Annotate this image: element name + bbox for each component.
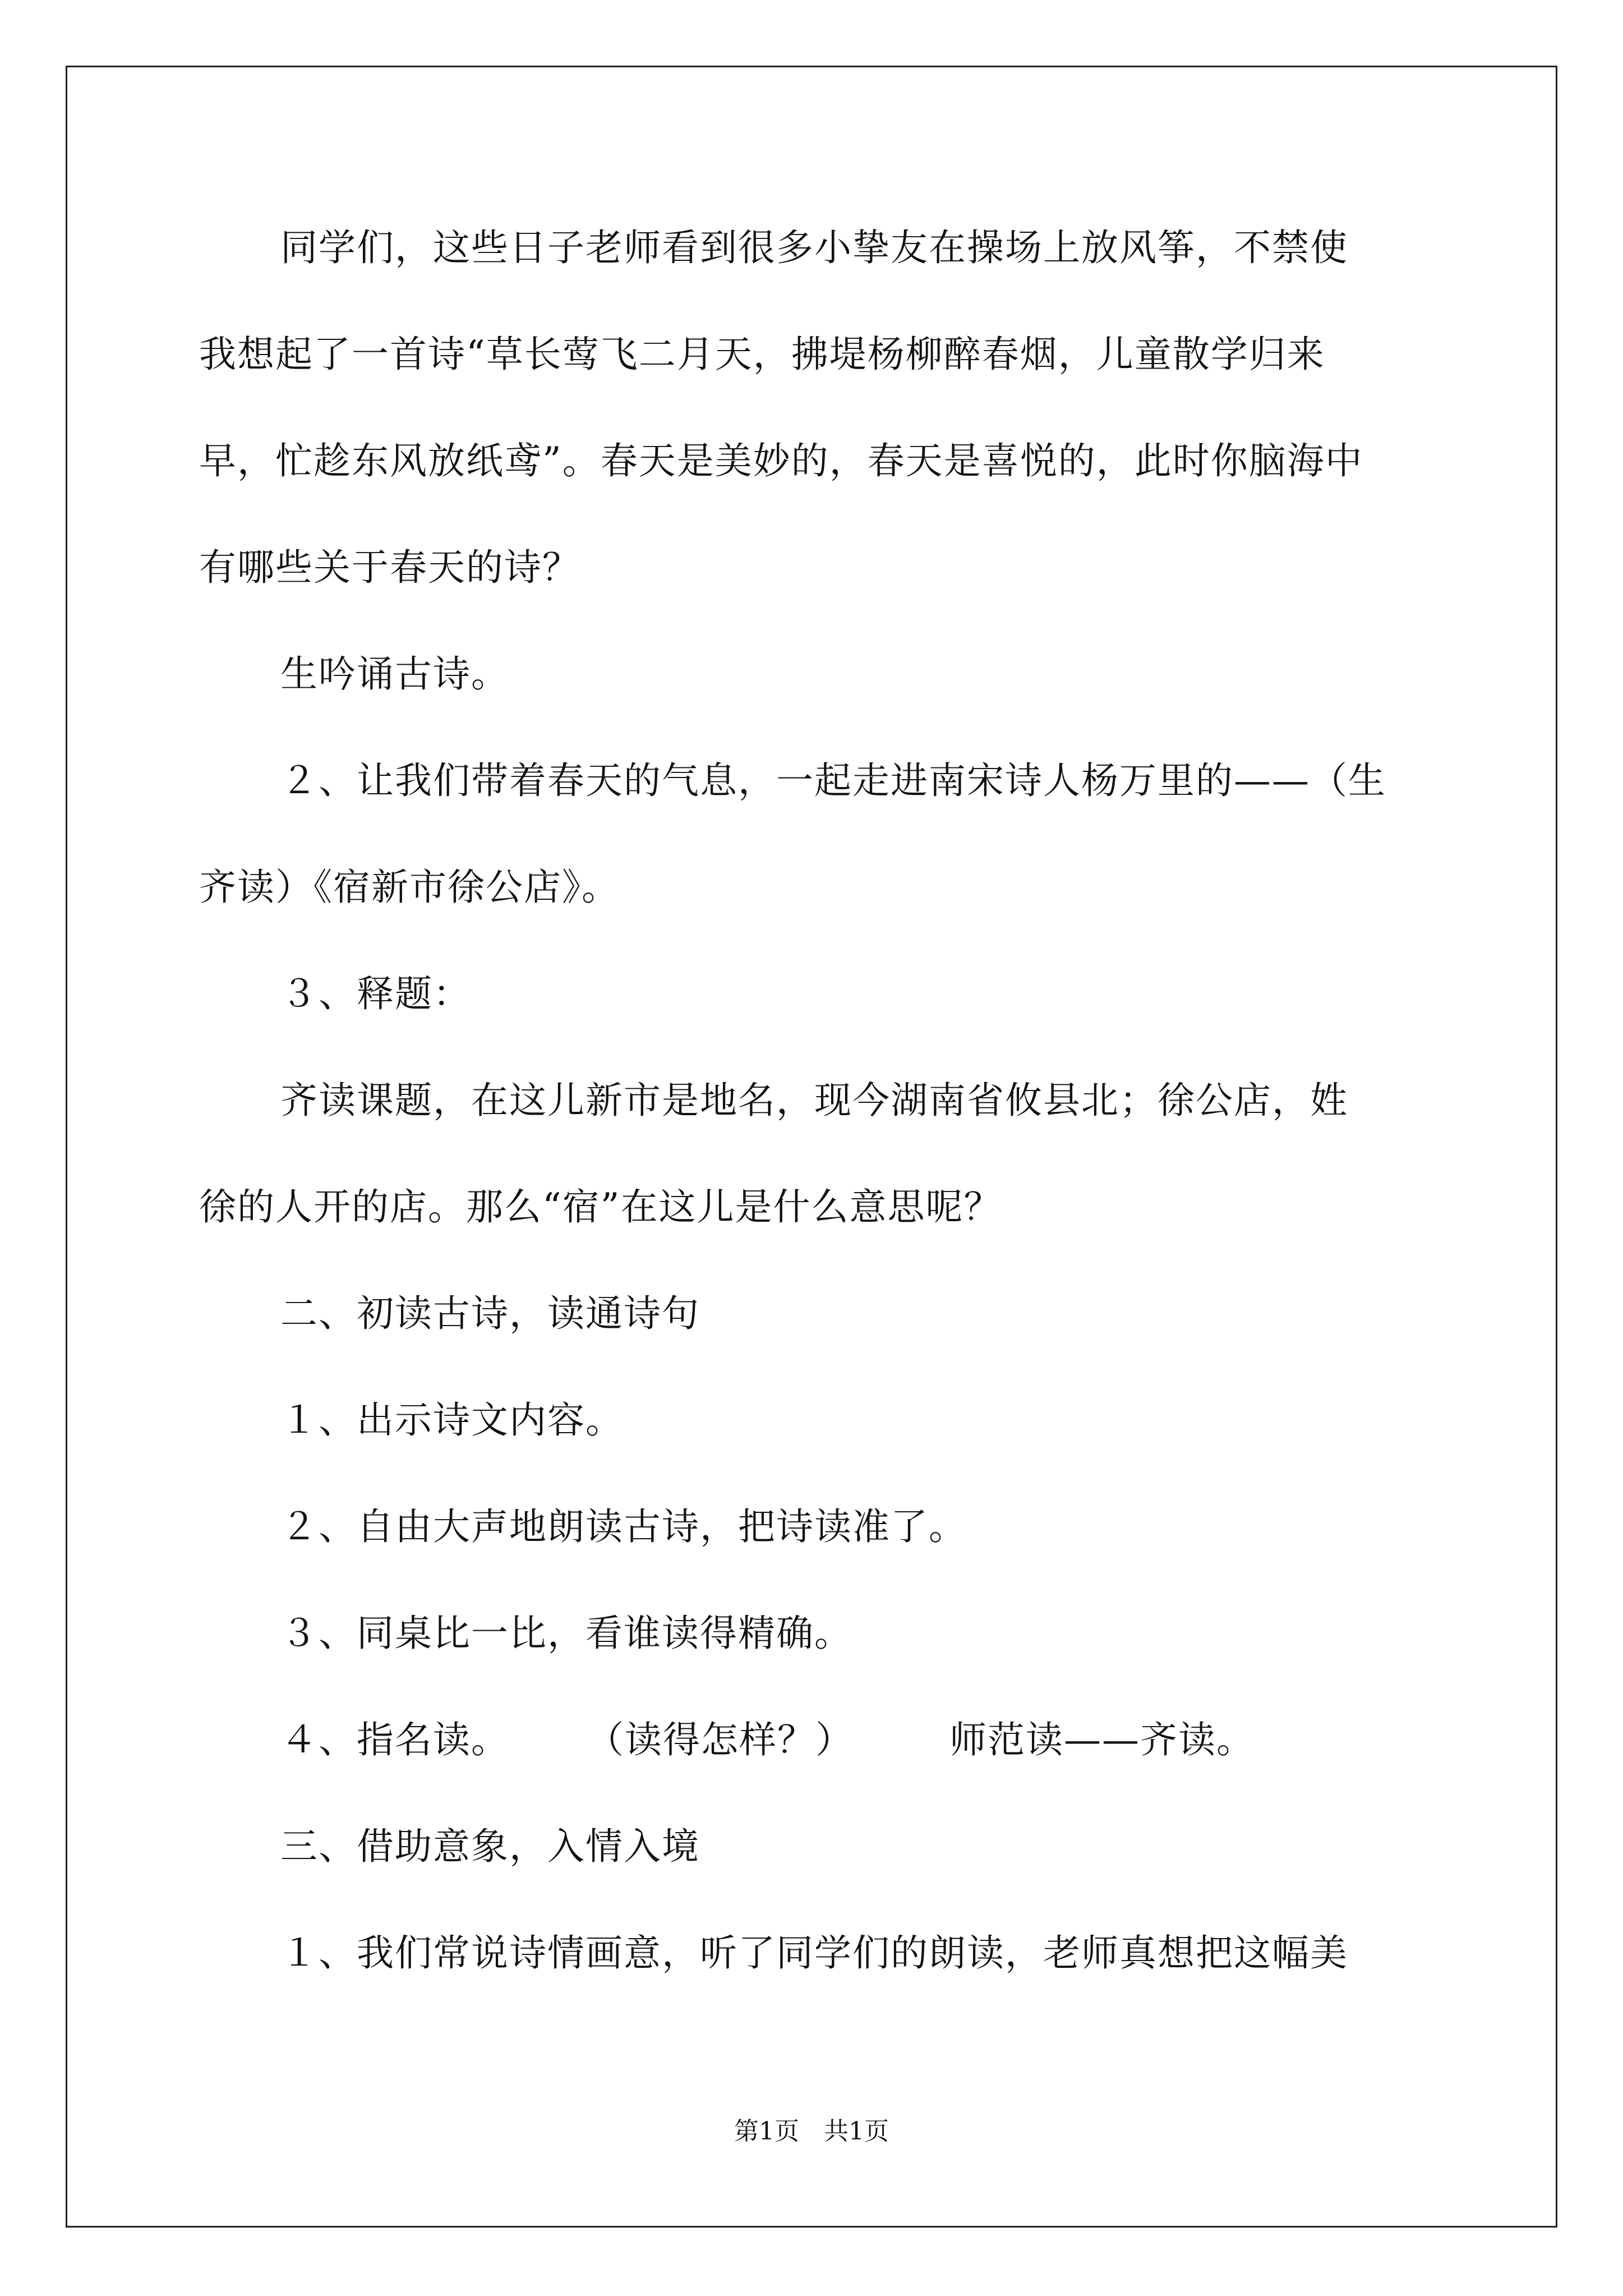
text-line-2: 我想起了一首诗“草长莺飞二月天，拂堤杨柳醉春烟，儿童散学归来 — [199, 333, 1325, 376]
text-line-4: 有哪些关于春天的诗？ — [199, 546, 580, 589]
text-line-9: 齐读课题，在这儿新市是地名，现今湖南省攸县北；徐公店，姓 — [280, 1079, 1348, 1122]
text-line-10: 徐的人开的店。那么“宿”在这儿是什么意思呢？ — [199, 1185, 1002, 1228]
text-line-16: 三、借助意象，入情入境 — [280, 1825, 700, 1868]
text-line-8: ３、释题： — [280, 972, 471, 1015]
text-line-15: ４、指名读。 （读得怎样？） 师范读——齐读。 — [280, 1718, 1255, 1761]
text-line-17: １、我们常说诗情画意，听了同学们的朗读，老师真想把这幅美 — [280, 1931, 1348, 1975]
text-line-11: 二、初读古诗，读通诗句 — [280, 1292, 700, 1335]
text-line-1: 同学们，这些日子老师看到很多小挚友在操场上放风筝，不禁使 — [280, 226, 1348, 269]
text-line-7: 齐读）《宿新市徐公店》。 — [199, 866, 620, 909]
text-line-12: １、出示诗文内容。 — [280, 1398, 624, 1442]
text-line-6: ２、让我们带着春天的气息，一起走进南宋诗人杨万里的——（生 — [280, 759, 1386, 802]
text-line-14: ３、同桌比一比，看谁读得精确。 — [280, 1612, 852, 1655]
text-line-3: 早，忙趁东风放纸鸢”。春天是美妙的，春天是喜悦的，此时你脑海中 — [199, 439, 1363, 482]
page-footer: 第1页 共1页 — [734, 2117, 889, 2146]
text-line-13: ２、自由大声地朗读古诗，把诗读准了。 — [280, 1505, 967, 1548]
text-line-5: 生吟诵古诗。 — [280, 652, 509, 696]
